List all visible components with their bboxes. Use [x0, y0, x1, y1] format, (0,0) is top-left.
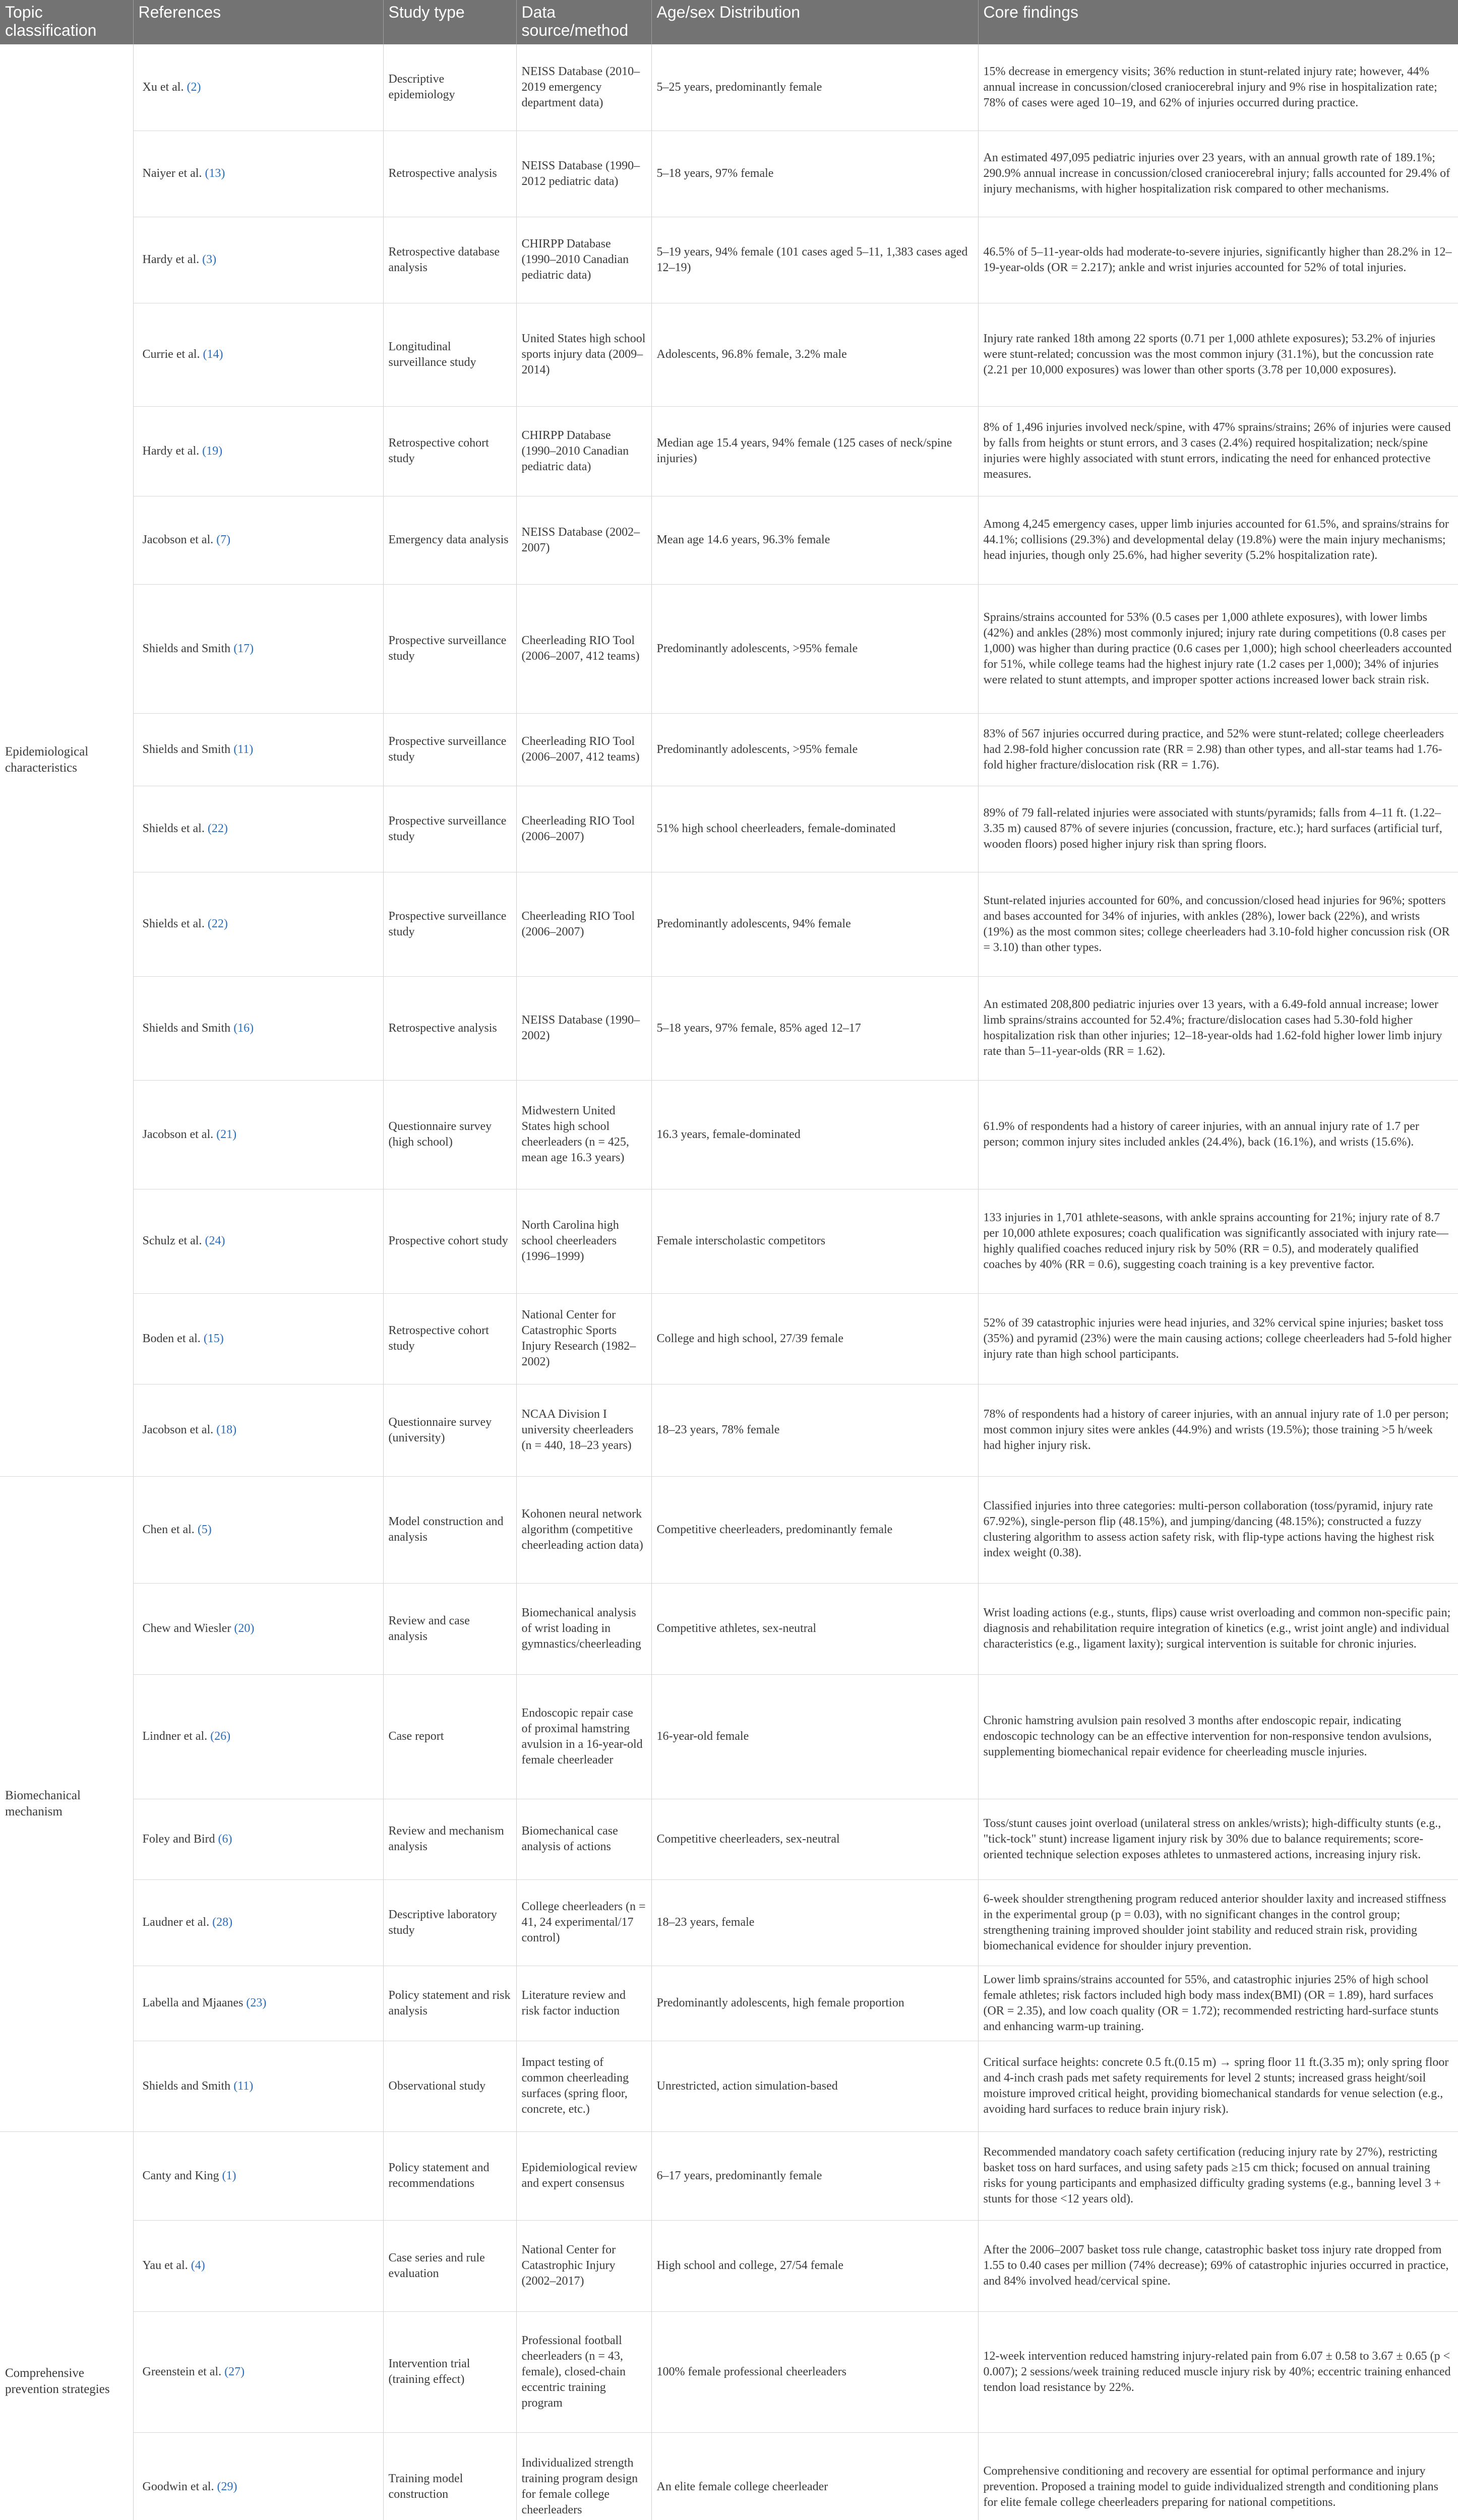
reference-name: Greenstein et al.: [142, 2365, 222, 2378]
table-row: [0, 1189, 1458, 1293]
data-source-cell: Cheerleading RIO Tool (2006–2007): [516, 872, 651, 976]
data-source-cell: North Carolina high school cheerleaders (1996–1999): [516, 1189, 651, 1293]
core-findings-cell: 46.5% of 5–11-year-olds had moderate-to-severe injuries, significantly higher than 28.2% in 12–19-year-olds (OR = 2.217); ankle and wrist injuries accounted for 52% of total injuries.: [978, 217, 1458, 303]
core-findings-cell: 78% of respondents had a history of career injuries, with an annual injury rate of 1.0 per person; most common injury sites were ankles (44.9%) and wrists (19.5%); those training >5 h/week had higher injury risk.: [978, 1384, 1458, 1476]
table-row: [0, 2041, 1458, 2131]
core-findings-cell: Critical surface heights: concrete 0.5 ft.(0.15 m) → spring floor 11 ft.(3.35 m); only spring floor and 4-inch crash pads met safety requirements for level 2 stunts; increased grass height/soil moisture improved critical height, providing biomechanical standards for venue selection (e.g., avoiding hard surfaces to reduce brain injury risk).: [978, 2041, 1458, 2131]
age-sex-cell: Predominantly adolescents, 94% female: [651, 872, 978, 976]
table-row: [0, 2311, 1458, 2432]
citation-link[interactable]: (21): [216, 1127, 237, 1141]
topic-classification: Epidemiological characteristics: [0, 44, 133, 1476]
age-sex-cell: Competitive cheerleaders, predominantly female: [651, 1476, 978, 1583]
study-type-cell: Emergency data analysis: [383, 496, 516, 584]
study-type-cell: Prospective surveillance study: [383, 584, 516, 713]
data-source-cell: CHIRPP Database (1990–2010 Canadian pediatric data): [516, 406, 651, 496]
data-source-cell: Professional football cheerleaders (n = 43, female), closed-chain eccentric training program: [516, 2311, 651, 2432]
citation-link[interactable]: (3): [202, 253, 217, 266]
citation-link[interactable]: (17): [233, 642, 254, 655]
table-row: [0, 44, 1458, 131]
header-topic: Topic classification: [0, 0, 133, 44]
topic-classification: Biomechanical mechanism: [0, 1476, 133, 2131]
reference-name: Laudner et al.: [142, 1916, 210, 1929]
age-sex-cell: Female interscholastic competitors: [651, 1189, 978, 1293]
reference-name: Jacobson et al.: [142, 533, 214, 546]
data-source-cell: Biomechanical analysis of wrist loading in gymnastics/cheerleading: [516, 1583, 651, 1674]
reference-cell: [133, 2131, 383, 2220]
citation-link[interactable]: (16): [233, 1021, 254, 1035]
study-type-cell: Questionnaire survey (university): [383, 1384, 516, 1476]
table-row: [0, 1879, 1458, 1966]
data-source-cell: Individualized strength training program design for female college cheerleaders: [516, 2432, 651, 2520]
study-type-cell: Prospective surveillance study: [383, 713, 516, 786]
citation-link[interactable]: (15): [203, 1332, 224, 1345]
age-sex-cell: Competitive athletes, sex-neutral: [651, 1583, 978, 1674]
core-findings-cell: Recommended mandatory coach safety certification (reducing injury rate by 27%), restricting basket toss on hard surfaces, and using safety pads ≥15 cm thick; focused on annual training risks for young participants and emphasized difficulty grading systems (e.g., banning level 3 + stunts for those <12 years old).: [978, 2131, 1458, 2220]
citation-link[interactable]: (11): [233, 2079, 254, 2093]
reference-cell: [133, 1799, 383, 1879]
table-row: [0, 976, 1458, 1080]
data-source-cell: Midwestern United States high school cheerleaders (n = 425, mean age 16.3 years): [516, 1080, 651, 1189]
age-sex-cell: An elite female college cheerleader: [651, 2432, 978, 2520]
core-findings-cell: Toss/stunt causes joint overload (unilateral stress on ankles/wrists); high-difficulty stunts (e.g., "tick-tock" stunt) increase ligament injury risk by 30% due to balance requirements; score-oriented technique selection exposes athletes to unmastered actions, increasing injury risk.: [978, 1799, 1458, 1879]
data-source-cell: Literature review and risk factor induction: [516, 1966, 651, 2041]
table-row: [0, 1080, 1458, 1189]
age-sex-cell: Competitive cheerleaders, sex-neutral: [651, 1799, 978, 1879]
reference-name: Boden et al.: [142, 1332, 201, 1345]
age-sex-cell: Predominantly adolescents, >95% female: [651, 713, 978, 786]
reference-cell: [133, 2311, 383, 2432]
study-type-cell: Review and mechanism analysis: [383, 1799, 516, 1879]
data-source-cell: United States high school sports injury data (2009–2014): [516, 303, 651, 406]
core-findings-cell: Comprehensive conditioning and recovery are essential for optimal performance and injury prevention. Proposed a training model to guide individualized strength and conditioning plans for elite female college cheerleaders preparing for national competitions.: [978, 2432, 1458, 2520]
core-findings-cell: Among 4,245 emergency cases, upper limb injuries accounted for 61.5%, and sprains/strains for 44.1%; collisions (29.3%) and developmental delay (19.8%) were the main injury mechanisms; head injuries, though only 25.6%, had higher severity (5.2% hospitalization rate).: [978, 496, 1458, 584]
study-type-cell: Observational study: [383, 2041, 516, 2131]
reference-cell: [133, 1583, 383, 1674]
reference-name: Labella and Mjaanes: [142, 1996, 244, 2009]
data-source-cell: College cheerleaders (n = 41, 24 experimental/17 control): [516, 1879, 651, 1966]
core-findings-cell: An estimated 208,800 pediatric injuries over 13 years, with a 6.49-fold annual increase; lower limb sprains/strains accounted for 52.4%; fracture/dislocation cases had 5.30-fold higher hospitalization risk than other injuries; 12–18-year-olds had 1.62-fold higher lower limb injury rate than 5–11-year-olds (RR = 1.62).: [978, 976, 1458, 1080]
reference-cell: [133, 1476, 383, 1583]
reference-cell: [133, 1966, 383, 2041]
data-source-cell: Impact testing of common cheerleading surfaces (spring floor, concrete, etc.): [516, 2041, 651, 2131]
header-data-source: Data source/method: [516, 0, 651, 44]
reference-cell: [133, 976, 383, 1080]
citation-link[interactable]: (28): [212, 1916, 233, 1929]
core-findings-cell: 89% of 79 fall-related injuries were associated with stunts/pyramids; falls from 4–11 ft. (1.22–3.35 m) caused 87% of severe injuries (concussion, fracture, etc.); hard surfaces (artificial turf, wooden floors) posed higher injury risk than spring floors.: [978, 786, 1458, 872]
core-findings-cell: Injury rate ranked 18th among 22 sports (0.71 per 1,000 athlete exposures); 53.2% of injuries were stunt-related; concussion was the most common injury (31.1%), but the concussion rate (2.21 per 10,000 exposures) was lower than other sports (3.78 per 10,000 exposures).: [978, 303, 1458, 406]
reference-name: Goodwin et al.: [142, 2480, 214, 2493]
reference-name: Hardy et al.: [142, 444, 200, 458]
reference-cell: [133, 1879, 383, 1966]
reference-name: Currie et al.: [142, 348, 200, 361]
core-findings-cell: 15% decrease in emergency visits; 36% reduction in stunt-related injury rate; however, 44% annual increase in concussion/closed craniocerebral injury and 9% rise in hospitalization rate; 78% of cases were aged 10–19, and 62% of injuries occurred during practice.: [978, 44, 1458, 131]
header-age-sex: Age/sex Distribution: [651, 0, 978, 44]
age-sex-cell: 5–18 years, 97% female: [651, 131, 978, 217]
study-type-cell: Descriptive epidemiology: [383, 44, 516, 131]
core-findings-cell: Stunt-related injuries accounted for 60%, and concussion/closed head injuries for 96%; spotters and bases accounted for 34% of injuries, with ankles (28%), lower back (22%), and wrists (19%) as the most common sites; college cheerleaders had 3.10-fold higher concussion risk (OR = 3.10) than other types.: [978, 872, 1458, 976]
data-source-cell: NEISS Database (1990–2012 pediatric data): [516, 131, 651, 217]
citation-link[interactable]: (13): [205, 167, 225, 180]
reference-name: Shields and Smith: [142, 1021, 231, 1035]
data-source-cell: Cheerleading RIO Tool (2006–2007, 412 teams): [516, 584, 651, 713]
core-findings-cell: 8% of 1,496 injuries involved neck/spine, with 47% sprains/strains; 26% of injuries were caused by falls from heights or stunt errors, and 3 cases (2.4%) required hospitalization; neck/spine injuries were highly associated with stunt errors, indicating the need for enhanced protective measures.: [978, 406, 1458, 496]
age-sex-cell: 18–23 years, female: [651, 1879, 978, 1966]
study-type-cell: Longitudinal surveillance study: [383, 303, 516, 406]
reference-name: Lindner et al.: [142, 1730, 208, 1743]
reference-name: Shields and Smith: [142, 2079, 231, 2093]
header-study-type: Study type: [383, 0, 516, 44]
age-sex-cell: 18–23 years, 78% female: [651, 1384, 978, 1476]
citation-link[interactable]: (27): [224, 2365, 245, 2378]
age-sex-cell: High school and college, 27/54 female: [651, 2220, 978, 2311]
citation-link[interactable]: (24): [205, 1234, 225, 1247]
reference-name: Xu et al.: [142, 80, 184, 94]
study-type-cell: Intervention trial (training effect): [383, 2311, 516, 2432]
reference-cell: [133, 1674, 383, 1799]
study-type-cell: Retrospective database analysis: [383, 217, 516, 303]
topic-classification: Comprehensive prevention strategies: [0, 2131, 133, 2520]
core-findings-cell: Wrist loading actions (e.g., stunts, flips) cause wrist overloading and common non-specific pain; diagnosis and rehabilitation require integration of kinetics (e.g., wrist joint angle) and individual characteristics (e.g., ligament laxity); surgical intervention is suitable for chronic injuries.: [978, 1583, 1458, 1674]
citation-link[interactable]: (4): [191, 2259, 205, 2272]
table-row: [0, 1583, 1458, 1674]
citation-link[interactable]: (18): [216, 1423, 237, 1436]
age-sex-cell: Median age 15.4 years, 94% female (125 cases of neck/spine injuries): [651, 406, 978, 496]
core-findings-cell: 52% of 39 catastrophic injuries were head injuries, and 32% cervical spine injuries; basket toss (35%) and pyramid (23%) were the main causing actions; college cheerleaders had 5-fold higher injury rate than high school participants.: [978, 1293, 1458, 1384]
header-core-findings: Core findings: [978, 0, 1458, 44]
table-row: [0, 131, 1458, 217]
age-sex-cell: 16.3 years, female-dominated: [651, 1080, 978, 1189]
age-sex-cell: Predominantly adolescents, >95% female: [651, 584, 978, 713]
core-findings-cell: 83% of 567 injuries occurred during practice, and 52% were stunt-related; college cheerleaders had 2.98-fold higher concussion rate (RR = 2.98) than other types, and all-star teams had 1.76-fold higher fracture/dislocation risk (RR = 1.76).: [978, 713, 1458, 786]
study-type-cell: Retrospective analysis: [383, 976, 516, 1080]
table-row: [0, 1674, 1458, 1799]
table-row: [0, 584, 1458, 713]
table-row: [0, 2432, 1458, 2520]
reference-name: Jacobson et al.: [142, 1127, 214, 1141]
study-type-cell: Descriptive laboratory study: [383, 1879, 516, 1966]
table-row: [0, 872, 1458, 976]
citation-link[interactable]: (22): [207, 917, 228, 930]
data-source-cell: Cheerleading RIO Tool (2006–2007): [516, 786, 651, 872]
data-source-cell: National Center for Catastrophic Sports Injury Research (1982–2002): [516, 1293, 651, 1384]
reference-name: Shields et al.: [142, 822, 205, 835]
citation-link[interactable]: (22): [207, 822, 228, 835]
table-row: [0, 1966, 1458, 2041]
citation-link[interactable]: (19): [202, 444, 223, 458]
reference-cell: [133, 584, 383, 713]
citation-link[interactable]: (14): [203, 348, 223, 361]
reference-name: Canty and King: [142, 2169, 219, 2182]
study-type-cell: Retrospective analysis: [383, 131, 516, 217]
reference-name: Naiyer et al.: [142, 167, 202, 180]
reference-name: Yau et al.: [142, 2259, 188, 2272]
header-row: [0, 0, 1458, 44]
age-sex-cell: 51% high school cheerleaders, female-dominated: [651, 786, 978, 872]
citation-link[interactable]: (20): [234, 1622, 255, 1635]
data-source-cell: Cheerleading RIO Tool (2006–2007, 412 teams): [516, 713, 651, 786]
table-row: [0, 713, 1458, 786]
study-type-cell: Prospective cohort study: [383, 1189, 516, 1293]
core-findings-cell: Sprains/strains accounted for 53% (0.5 cases per 1,000 athlete exposures), with lower limbs (42%) and ankles (28%) most commonly injured; injury rate during competitions (0.8 cases per 1,000) was higher than during practice (0.6 cases per 1,000); high school cheerleaders accounted for 51%, while college teams had the highest injury rate (1.2 cases per 1,000); 34% of injuries were related to stunt attempts, and improper spotter actions increased lower back strain risk.: [978, 584, 1458, 713]
core-findings-cell: Chronic hamstring avulsion pain resolved 3 months after endoscopic repair, indicating endoscopic technology can be an effective intervention for non-responsive tendon avulsions, supplementing biomechanical repair evidence for cheerleading muscle injuries.: [978, 1674, 1458, 1799]
citation-link[interactable]: (23): [246, 1996, 267, 2009]
data-source-cell: Kohonen neural network algorithm (competitive cheerleading action data): [516, 1476, 651, 1583]
header-references: References: [133, 0, 383, 44]
reference-name: Shields et al.: [142, 917, 205, 930]
age-sex-cell: 100% female professional cheerleaders: [651, 2311, 978, 2432]
core-findings-cell: Classified injuries into three categories: multi-person collaboration (toss/pyramid, injury rate 67.92%), single-person flip (48.15%), and jumping/dancing (48.15%); constructed a fuzzy clustering algorithm to assess action safety risk, with flip-type actions having the highest risk index weight (0.38).: [978, 1476, 1458, 1583]
age-sex-cell: Mean age 14.6 years, 96.3% female: [651, 496, 978, 584]
age-sex-cell: 5–25 years, predominantly female: [651, 44, 978, 131]
reference-cell: [133, 1080, 383, 1189]
age-sex-cell: 16-year-old female: [651, 1674, 978, 1799]
reference-name: Chen et al.: [142, 1523, 195, 1536]
core-findings-cell: 61.9% of respondents had a history of career injuries, with an annual injury rate of 1.7 per person; common injury sites included ankles (24.4%), back (16.1%), and wrists (15.6%).: [978, 1080, 1458, 1189]
reference-cell: [133, 44, 383, 131]
study-type-cell: Case series and rule evaluation: [383, 2220, 516, 2311]
reference-cell: [133, 1384, 383, 1476]
study-type-cell: Questionnaire survey (high school): [383, 1080, 516, 1189]
reference-cell: [133, 786, 383, 872]
study-type-cell: Case report: [383, 1674, 516, 1799]
data-source-cell: Epidemiological review and expert consensus: [516, 2131, 651, 2220]
study-type-cell: Retrospective cohort study: [383, 406, 516, 496]
data-source-cell: NEISS Database (2010–2019 emergency department data): [516, 44, 651, 131]
age-sex-cell: 5–19 years, 94% female (101 cases aged 5–11, 1,383 cases aged 12–19): [651, 217, 978, 303]
table-row: [0, 496, 1458, 584]
table-row: [0, 2220, 1458, 2311]
reference-cell: [133, 1293, 383, 1384]
core-findings-cell: 12-week intervention reduced hamstring injury-related pain from 6.07 ± 0.58 to 3.67 ± 0.65 (p < 0.007); 2 sessions/week training reduced muscle injury risk by 40%; eccentric training enhanced tendon load resistance by 22%.: [978, 2311, 1458, 2432]
study-type-cell: Training model construction: [383, 2432, 516, 2520]
study-type-cell: Prospective surveillance study: [383, 872, 516, 976]
citation-link[interactable]: (5): [197, 1523, 212, 1536]
table-row: [0, 1384, 1458, 1476]
reference-name: Chew and Wiesler: [142, 1622, 231, 1635]
reference-name: Shields and Smith: [142, 642, 231, 655]
age-sex-cell: 6–17 years, predominantly female: [651, 2131, 978, 2220]
study-type-cell: Policy statement and recommendations: [383, 2131, 516, 2220]
reference-cell: [133, 303, 383, 406]
age-sex-cell: Predominantly adolescents, high female proportion: [651, 1966, 978, 2041]
study-type-cell: Model construction and analysis: [383, 1476, 516, 1583]
age-sex-cell: 5–18 years, 97% female, 85% aged 12–17: [651, 976, 978, 1080]
table-row: [0, 786, 1458, 872]
table-row: [0, 2131, 1458, 2220]
reference-cell: [133, 406, 383, 496]
citation-link[interactable]: (29): [217, 2480, 237, 2493]
age-sex-cell: Unrestricted, action simulation-based: [651, 2041, 978, 2131]
reference-cell: [133, 872, 383, 976]
data-source-cell: Endoscopic repair case of proximal hamstring avulsion in a 16-year-old female cheerleader: [516, 1674, 651, 1799]
study-type-cell: Review and case analysis: [383, 1583, 516, 1674]
table-row: [0, 1476, 1458, 1583]
reference-cell: [133, 1189, 383, 1293]
table-row: [0, 406, 1458, 496]
citation-link[interactable]: (11): [233, 742, 254, 756]
reference-name: Schulz et al.: [142, 1234, 202, 1247]
data-source-cell: NCAA Division I university cheerleaders (n = 440, 18–23 years): [516, 1384, 651, 1476]
reference-name: Hardy et al.: [142, 253, 200, 266]
citation-link[interactable]: (26): [210, 1730, 231, 1743]
core-findings-cell: An estimated 497,095 pediatric injuries over 23 years, with an annual growth rate of 189.1%; 290.9% annual increase in concussion/closed craniocerebral injury; falls accounted for 29.4% of injury mechanisms, with higher hospitalization risk compared to other mechanisms.: [978, 131, 1458, 217]
reference-cell: [133, 2041, 383, 2131]
core-findings-cell: 133 injuries in 1,701 athlete-seasons, with ankle sprains accounting for 21%; injury rate of 8.7 per 10,000 athlete exposures; coach qualification was significantly associated with injury rate—highly qualified coaches reduced injury risk by 50% (RR = 0.5), and moderately qualified coaches by 40% (RR = 0.6), suggesting coach training is a key preventive factor.: [978, 1189, 1458, 1293]
citation-link[interactable]: (7): [216, 533, 231, 546]
table-row: [0, 1293, 1458, 1384]
reference-name: Shields and Smith: [142, 742, 231, 756]
data-source-cell: CHIRPP Database (1990–2010 Canadian pediatric data): [516, 217, 651, 303]
table-row: [0, 303, 1458, 406]
study-type-cell: Retrospective cohort study: [383, 1293, 516, 1384]
reference-cell: [133, 217, 383, 303]
table-row: [0, 1799, 1458, 1879]
data-source-cell: National Center for Catastrophic Injury (2002–2017): [516, 2220, 651, 2311]
data-source-cell: NEISS Database (2002–2007): [516, 496, 651, 584]
data-source-cell: NEISS Database (1990–2002): [516, 976, 651, 1080]
core-findings-cell: After the 2006–2007 basket toss rule change, catastrophic basket toss injury rate dropped from 1.55 to 0.40 cases per million (74% decrease); 69% of catastrophic injuries occurred in practice, and 84% involved head/cervical spine.: [978, 2220, 1458, 2311]
table-row: [0, 217, 1458, 303]
age-sex-cell: College and high school, 27/39 female: [651, 1293, 978, 1384]
reference-cell: [133, 2220, 383, 2311]
study-type-cell: Policy statement and risk analysis: [383, 1966, 516, 2041]
study-type-cell: Prospective surveillance study: [383, 786, 516, 872]
citation-link[interactable]: (2): [187, 80, 201, 94]
reference-name: Foley and Bird: [142, 1832, 215, 1846]
age-sex-cell: Adolescents, 96.8% female, 3.2% male: [651, 303, 978, 406]
citation-link[interactable]: (6): [218, 1832, 232, 1846]
reference-name: Jacobson et al.: [142, 1423, 214, 1436]
reference-cell: [133, 713, 383, 786]
core-findings-cell: Lower limb sprains/strains accounted for 55%, and catastrophic injuries 25% of high school female athletes; risk factors included high body mass index(BMI) (OR = 1.89), hard surfaces (OR = 2.35), and low coach quality (OR = 1.72); recommended restricting hard-surface stunts and enhancing warm-up training.: [978, 1966, 1458, 2041]
reference-cell: [133, 131, 383, 217]
reference-cell: [133, 496, 383, 584]
reference-cell: [133, 2432, 383, 2520]
data-source-cell: Biomechanical case analysis of actions: [516, 1799, 651, 1879]
core-findings-cell: 6-week shoulder strengthening program reduced anterior shoulder laxity and increased stiffness in the experimental group (p = 0.03), with no significant changes in the control group; strengthening training improved shoulder joint stability and reduced strain risk, providing biomechanical evidence for shoulder injury prevention.: [978, 1879, 1458, 1966]
citation-link[interactable]: (1): [222, 2169, 236, 2182]
